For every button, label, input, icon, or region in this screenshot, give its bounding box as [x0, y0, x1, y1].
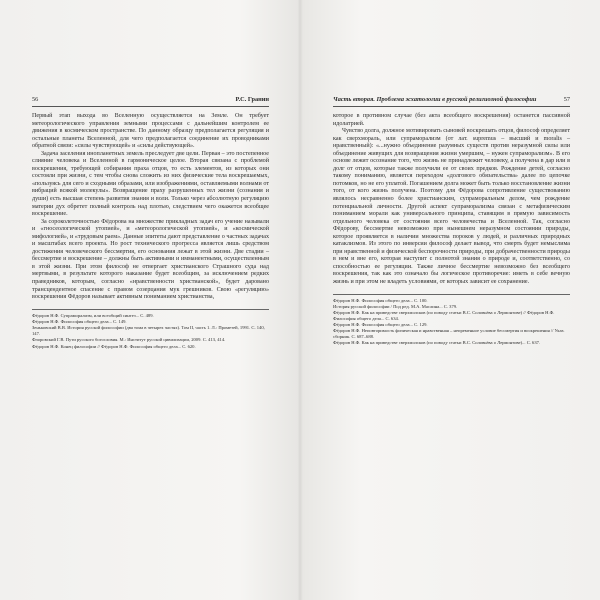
paragraph: Задача заселения инопланетных земель преследует две цели. Первая – это постепенное слияние человека и Вселенной в гармоническое целое. Вторая связана с проблемой воскрешения, требующей собирания праха отцов, то есть элементов, из которых они состояли при жизни, с тем чтобы снова сложить из них физические тела воскрешаемых, «пользуясь для сего и сходными образами, или изображениями, оставляемыми волнами от вибраций всякой молекулы». Возвращение праху разрушенных тел жизни (сознания и души) есть высшая степень развития знания и воли. Только через абсолютную регуляцию материи дух обретет полный контроль над плотью, следствием чего окажется всеобщее воскрешение.	[32, 150, 269, 218]
paragraph: которое в противном случае (без акта всеобщего воскрешения) останется пассивной идолатрией.	[333, 113, 570, 127]
left-page	[32, 96, 269, 350]
footnote: Фёдоров Н.Ф. Неповторимость физическая и нравственная – непременное условие бессмертия и воскрешения // Указ. сборник. С. 687–688.	[333, 328, 565, 340]
footnote: Фёдоров Н.Ф. Философия общего дела... С. 100.	[333, 297, 428, 303]
right-running-head	[333, 96, 570, 107]
footnote: Фёдоров Н.Ф. Философия общего дела... С. 129.	[333, 322, 428, 328]
footnote: Фёдоров Н.Ф. Конец философии // Фёдоров Н.Ф. Философия общего дела... С. 620.	[32, 343, 196, 349]
left-running-author: Р.С. Гранин	[235, 96, 269, 103]
right-page-number: 57	[563, 96, 570, 103]
footnote: Зеньковский В.В. История русской философии (два тома в четырех частях). Том II, часть 1. Л.: Прометей, 1991. С. 140, 147.	[32, 325, 265, 336]
paragraph: Первый этап выхода во Вселенную осуществляется на Земле. Он требует метеорологического управления земными процессами с дальнейшим контролем ее движения в космическом пространстве. По данному образцу предполагается регуляция и остальные планеты Вселенной, для чего предполагается соединение их проводниками обратной связи: «силы чувствующей» и «силы действующей».	[32, 113, 269, 150]
right-footnotes	[333, 294, 570, 347]
left-page-number: 56	[32, 96, 39, 103]
footnote: Фёдоров Н.Ф. Философия общего дела... С. 149.	[32, 318, 127, 324]
right-body-text	[333, 113, 570, 287]
paragraph: За сороколеточностью Фёдорова на множестве прикладных задач его учение называли и «гносеологической утопией», и «метеорологической утопией», и «космической мифологией», и «трудовым раем». Данные эпитеты дают представление о частных задачах и масштабах всего проекта. Но рост технического прогресса является лишь средством достижения человеческого бессмертия, его основания лежат в этой жизни. Две стадии – бессмертие и воскрешение – должны быть активными и имманентными, осуществленным в этой жизни. При этом философ не отвергает христианского Страшного суда над мертвыми, в результате которого наказание будет всеобщим, за исключением редких праведников, которым, согласно «нравственности христианской», будет даровано трансцендентное спасение с правом созерцания мук грешников. Свою «регуляцию» воскрешения Фёдоров называет активным пониманием христианства,	[32, 218, 269, 301]
paragraph: Чувство долга, должное мотивировать сыновей воскрешать отцов, философ определяет как сверхмораль, или супраморализм (от лат. supremus – высший и moralis – нравственный): «...нужно объединение разумных существ против неразумной силы или объединение живущих для возвращения жизни умершим, – нужен супраморализм». В его основе лежит осознание того, что жизнь не принадлежит человеку, а получена в дар или в долг от отцов, которые также получили ее от своих предков. Рождение детей, согласно такому пониманию, является переходом «долгового обязательства» далее по цепочке потомков, но не его уплатой. Погашением долга может быть только восстановление жизни того, от кого жизнь получена. Поэтому для Фёдорова сопротивление существованию являлось несравненно более христианским, супраморальным делом, чем рождение потенциальной личности. Другой аспект супраморализма связан с метафизическим пониманием морали как универсального принципа, ставящим в прямую зависимость отдельного человека от состояния всего человечества и Вселенной. Так, согласно Фёдорову, бессмертие невозможно при нынешнем неразумном состоянии природы, которое проявляется в наличии множества пороков у людей, и различных природных катаклизмов. Из этого по инверсии философ делает вывод, что смерть будет немыслима при нравственной и физической беспорочности природы, при добрачественности природы в нем и вне его, которая наступит с полнотой знания о природе и, соответственно, со способностью ее регуляции. Также личное бессмертие невозможно без всеобщего воскрешения, так как это означало бы логическое противоречие: иметь в себе вечную жизнь и при этом не владеть условиями, от которых зависит ее сохранение.	[333, 128, 570, 286]
footnote: Флоровский Г.В. Пути русского богословия. М.: Институт русской цивилизации, 2009. С. 413, 414.	[32, 337, 226, 343]
right-page	[333, 96, 570, 347]
footnote: Фёдоров Н.Ф. Супраморализм, или всеобщий синтез... С. 489.	[32, 312, 154, 318]
footnote: Фёдоров Н.Ф. Как на приведстве сверхмолсков (по поводу статьи В.С. Соловьёва о Лермонтове)... С. 637.	[333, 340, 541, 346]
left-running-head	[32, 96, 269, 107]
left-body-text	[32, 113, 269, 302]
right-running-title: Часть вторая. Проблема эсхатологии в русской религиозной философии	[333, 96, 537, 103]
footnote: История русской философии / Под ред. М.А. Маслина... С. 379.	[333, 303, 458, 309]
footnote: Фёдоров Н.Ф. Как на приведстве сверхмолсков (по поводу статьи В.С. Соловьёва о Лермонтове) // Фёдоров Н.Ф. Философия общего дела... С. 634.	[333, 310, 555, 321]
left-footnotes	[32, 309, 269, 350]
